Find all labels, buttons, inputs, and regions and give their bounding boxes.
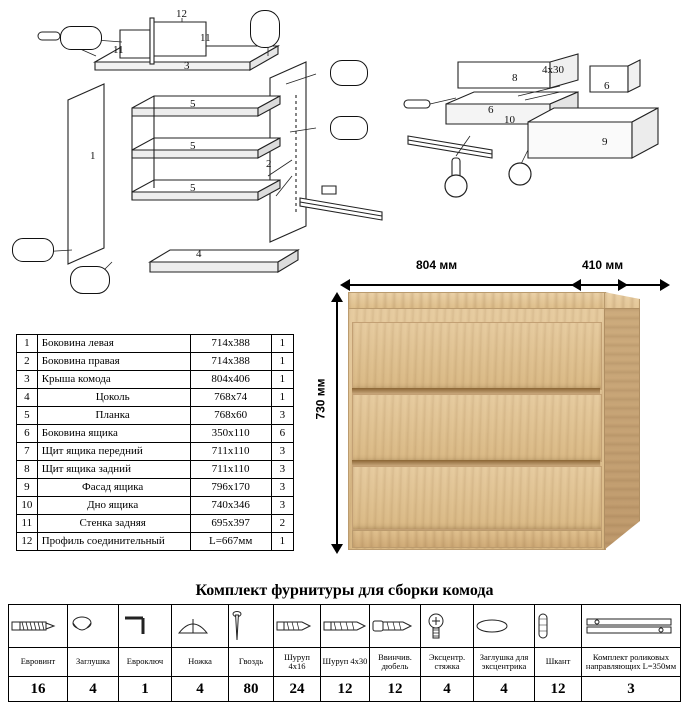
table-row [17, 407, 294, 425]
kit-count: 4 [172, 677, 229, 702]
part-qty: 1 [271, 353, 293, 371]
kit-label: Ввинчив. дюбель [370, 648, 421, 677]
part-index: 9 [17, 479, 38, 497]
foot-icon [172, 605, 229, 648]
cam-lock-icon [421, 605, 474, 648]
callout-5-b: 5 [190, 140, 196, 152]
part-index: 1 [17, 335, 38, 353]
kit-count: 4 [68, 677, 119, 702]
height-dimension-label: 730 мм [313, 378, 328, 420]
exploded-view-drawer [400, 40, 689, 220]
part-name: Боковина правая [37, 353, 190, 371]
part-qty: 1 [271, 533, 293, 551]
kit-count: 1 [119, 677, 172, 702]
callout-6-b: 6 [604, 80, 610, 92]
part-dim: L=667мм [190, 533, 271, 551]
kit-count: 4 [474, 677, 535, 702]
depth-dimension-line [578, 284, 664, 286]
kit-count: 3 [582, 677, 681, 702]
kit-label: Евроключ [119, 648, 172, 677]
part-name: Боковина левая [37, 335, 190, 353]
part-qty: 3 [271, 479, 293, 497]
height-arrow-down [331, 544, 343, 554]
part-index: 3 [17, 371, 38, 389]
part-dim: 714x388 [190, 335, 271, 353]
allen-key-icon [119, 605, 172, 648]
callout-marker [12, 238, 54, 262]
part-index: 5 [17, 407, 38, 425]
part-dim: 740x346 [190, 497, 271, 515]
kit-label: Ножка [172, 648, 229, 677]
screw-4x30-icon [321, 605, 370, 648]
callout-marker [60, 26, 102, 50]
part-index: 12 [17, 533, 38, 551]
table-row [17, 479, 294, 497]
kit-label: Эксцентр. стяжка [421, 648, 474, 677]
callout-3: 3 [184, 60, 190, 72]
kit-count: 80 [229, 677, 274, 702]
part-index: 7 [17, 443, 38, 461]
width-arrow-left [340, 279, 350, 291]
cap-plug-icon [68, 605, 119, 648]
callout-5-a: 5 [190, 98, 196, 110]
callout-8: 8 [512, 72, 518, 84]
part-dim: 796x170 [190, 479, 271, 497]
part-name: Цоколь [37, 389, 190, 407]
callout-marker [250, 10, 280, 48]
part-dim: 350x110 [190, 425, 271, 443]
parts-table [16, 334, 294, 551]
part-name: Щит ящика задний [37, 461, 190, 479]
kit-count: 4 [421, 677, 474, 702]
table-row [17, 353, 294, 371]
part-index: 11 [17, 515, 38, 533]
depth-arrow-right [660, 279, 670, 291]
kit-label: Гвоздь [229, 648, 274, 677]
kit-count: 16 [9, 677, 68, 702]
kit-label: Заглушка для эксцентрика [474, 648, 535, 677]
depth-arrow-left [571, 279, 581, 291]
euro-screw-icon [9, 605, 68, 648]
callout-11-b: 11 [200, 32, 211, 44]
table-row [17, 515, 294, 533]
part-name: Дно ящика [37, 497, 190, 515]
dowel-screw-icon [370, 605, 421, 648]
kit-label: Шкант [535, 648, 582, 677]
callout-5-c: 5 [190, 182, 196, 194]
height-dimension-line [336, 302, 338, 548]
chest-side [604, 308, 640, 550]
depth-dimension-label: 410 мм [582, 258, 624, 272]
kit-icons-row [9, 605, 681, 648]
callout-10: 10 [504, 114, 515, 126]
kit-count: 24 [274, 677, 321, 702]
callout-marker [330, 116, 368, 140]
drawer-front-1[interactable] [352, 322, 602, 390]
chest-body [348, 292, 638, 554]
callout-12: 12 [176, 8, 187, 20]
callout-4: 4 [196, 248, 202, 260]
part-qty: 1 [271, 335, 293, 353]
part-name: Крыша комода [37, 371, 190, 389]
parts-table-body [17, 335, 294, 551]
kit-count: 12 [321, 677, 370, 702]
part-name: Фасад ящика [37, 479, 190, 497]
table-row [17, 443, 294, 461]
callout-11-a: 11 [113, 44, 124, 56]
part-index: 2 [17, 353, 38, 371]
cam-cover-icon [474, 605, 535, 648]
table-row [17, 425, 294, 443]
kit-label: Комплект роликовых направляющих L=350мм [582, 648, 681, 677]
kit-counts-row [9, 677, 681, 702]
part-qty: 2 [271, 515, 293, 533]
kit-count: 12 [370, 677, 421, 702]
callout-marker [330, 60, 368, 86]
part-index: 8 [17, 461, 38, 479]
part-name: Профиль соединительный [37, 533, 190, 551]
height-arrow-up [331, 292, 343, 302]
part-name: Стенка задняя [37, 515, 190, 533]
callout-marker [70, 266, 110, 294]
part-name: Щит ящика передний [37, 443, 190, 461]
part-dim: 695x397 [190, 515, 271, 533]
part-index: 6 [17, 425, 38, 443]
part-index: 4 [17, 389, 38, 407]
kit-label: Евровинт [9, 648, 68, 677]
drawer-front-2[interactable] [352, 394, 602, 462]
screw-4x16-icon [274, 605, 321, 648]
callout-1: 1 [90, 150, 96, 162]
part-dim: 768x74 [190, 389, 271, 407]
table-row [17, 335, 294, 353]
part-dim: 768x60 [190, 407, 271, 425]
table-row [17, 461, 294, 479]
part-index: 10 [17, 497, 38, 515]
part-qty: 6 [271, 425, 293, 443]
drawer-front-3[interactable] [352, 466, 602, 530]
kit-label: Шуруп 4x16 [274, 648, 321, 677]
kit-label: Шуруп 4x30 [321, 648, 370, 677]
table-row [17, 497, 294, 515]
part-dim: 804x406 [190, 371, 271, 389]
part-name: Боковина ящика [37, 425, 190, 443]
part-name: Планка [37, 407, 190, 425]
part-qty: 3 [271, 497, 293, 515]
callout-6-a: 6 [488, 104, 494, 116]
wood-dowel-icon [535, 605, 582, 648]
chest-plinth [352, 530, 602, 548]
slide-rails-icon [582, 605, 681, 648]
callout-9: 9 [602, 136, 608, 148]
kit-label: Заглушка [68, 648, 119, 677]
table-row [17, 533, 294, 551]
part-qty: 3 [271, 461, 293, 479]
kit-title: Комплект фурнитуры для сборки комода [195, 582, 494, 599]
part-dim: 711x110 [190, 443, 271, 461]
callout-4x30: 4x30 [542, 64, 564, 76]
kit-count: 12 [535, 677, 582, 702]
part-qty: 1 [271, 389, 293, 407]
table-row [17, 371, 294, 389]
part-dim: 711x110 [190, 461, 271, 479]
hardware-kit-table [8, 604, 681, 702]
part-qty: 3 [271, 407, 293, 425]
chest-of-drawers-illustration [313, 258, 670, 562]
part-dim: 714x388 [190, 353, 271, 371]
part-qty: 3 [271, 443, 293, 461]
kit-labels-row [9, 648, 681, 677]
part-qty: 1 [271, 371, 293, 389]
width-dimension-label: 804 мм [416, 258, 458, 272]
table-row [17, 389, 294, 407]
callout-2: 2 [266, 158, 272, 170]
nail-icon [229, 605, 274, 648]
